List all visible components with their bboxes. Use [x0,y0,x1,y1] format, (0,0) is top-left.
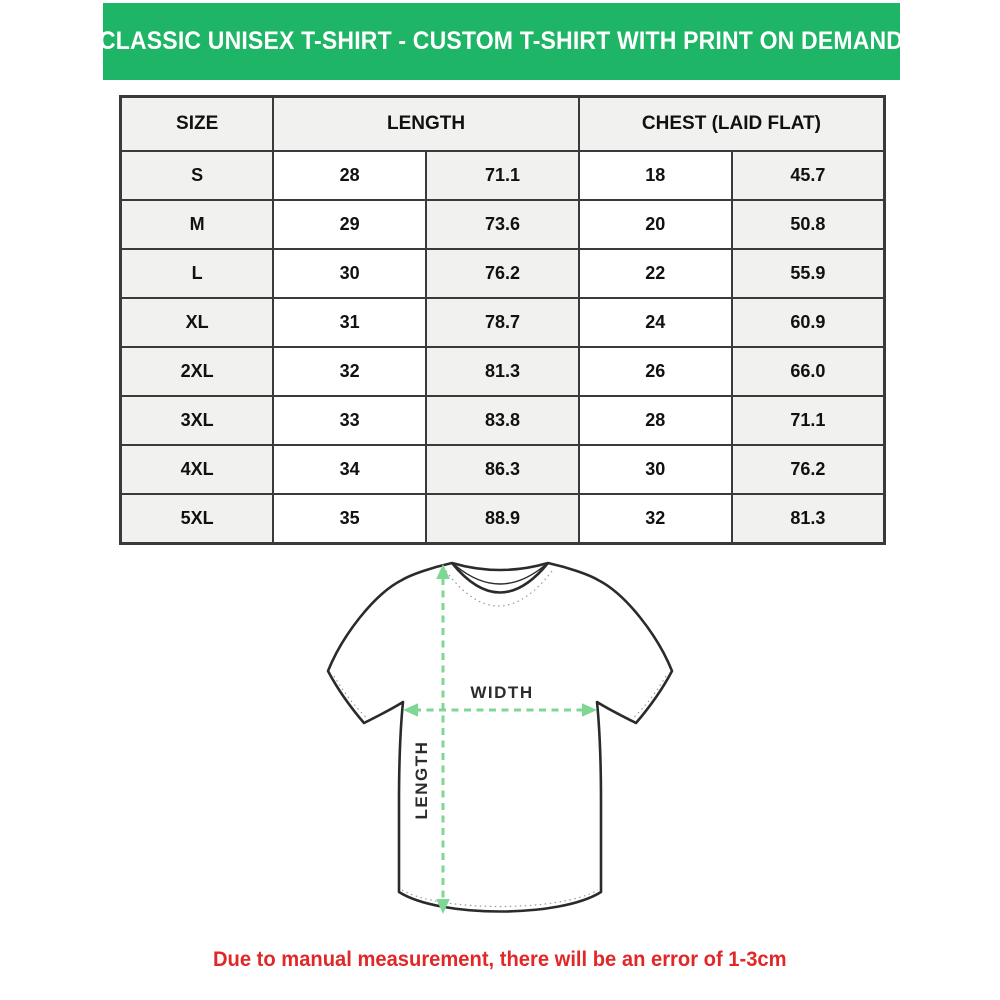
width-label: WIDTH [470,683,534,702]
measurement-note [0,948,1000,972]
size-table [119,95,886,545]
value-cell: 31 [273,298,426,347]
header-chest: CHEST (LAID FLAT) [579,97,885,152]
value-cell: 81.3 [732,494,885,544]
table-row [121,151,885,200]
size-cell: S [121,151,274,200]
measurement-note-text: Due to manual measurement, there will be an error of 1-3cm [213,948,787,971]
tshirt-outline [328,563,672,912]
value-cell: 45.7 [732,151,885,200]
value-cell: 73.6 [426,200,579,249]
value-cell: 29 [273,200,426,249]
header-size: SIZE [121,97,274,152]
value-cell: 50.8 [732,200,885,249]
table-row [121,396,885,445]
value-cell: 26 [579,347,732,396]
title-banner [99,3,904,80]
value-cell: 76.2 [426,249,579,298]
value-cell: 86.3 [426,445,579,494]
table-header-row [121,97,885,152]
table-row [121,347,885,396]
size-cell: 3XL [121,396,274,445]
value-cell: 28 [579,396,732,445]
value-cell: 20 [579,200,732,249]
value-cell: 22 [579,249,732,298]
value-cell: 35 [273,494,426,544]
value-cell: 88.9 [426,494,579,544]
value-cell: 30 [273,249,426,298]
header-length: LENGTH [273,97,579,152]
value-cell: 32 [273,347,426,396]
value-cell: 33 [273,396,426,445]
value-cell: 78.7 [426,298,579,347]
length-label: LENGTH [412,740,431,820]
size-cell: 2XL [121,347,274,396]
value-cell: 76.2 [732,445,885,494]
size-cell: XL [121,298,274,347]
value-cell: 83.8 [426,396,579,445]
table-row [121,445,885,494]
table-row [121,298,885,347]
value-cell: 81.3 [426,347,579,396]
page-title: CLASSIC UNISEX T-SHIRT - CUSTOM T-SHIRT WITH PRINT ON DEMAND [99,27,904,55]
value-cell: 34 [273,445,426,494]
value-cell: 30 [579,445,732,494]
size-cell: 5XL [121,494,274,544]
size-cell: M [121,200,274,249]
value-cell: 71.1 [732,396,885,445]
value-cell: 60.9 [732,298,885,347]
tshirt-diagram [300,540,700,940]
table-row [121,200,885,249]
table-row [121,249,885,298]
size-cell: L [121,249,274,298]
table-row [121,494,885,544]
value-cell: 55.9 [732,249,885,298]
value-cell: 24 [579,298,732,347]
value-cell: 18 [579,151,732,200]
value-cell: 71.1 [426,151,579,200]
value-cell: 32 [579,494,732,544]
value-cell: 28 [273,151,426,200]
size-cell: 4XL [121,445,274,494]
value-cell: 66.0 [732,347,885,396]
